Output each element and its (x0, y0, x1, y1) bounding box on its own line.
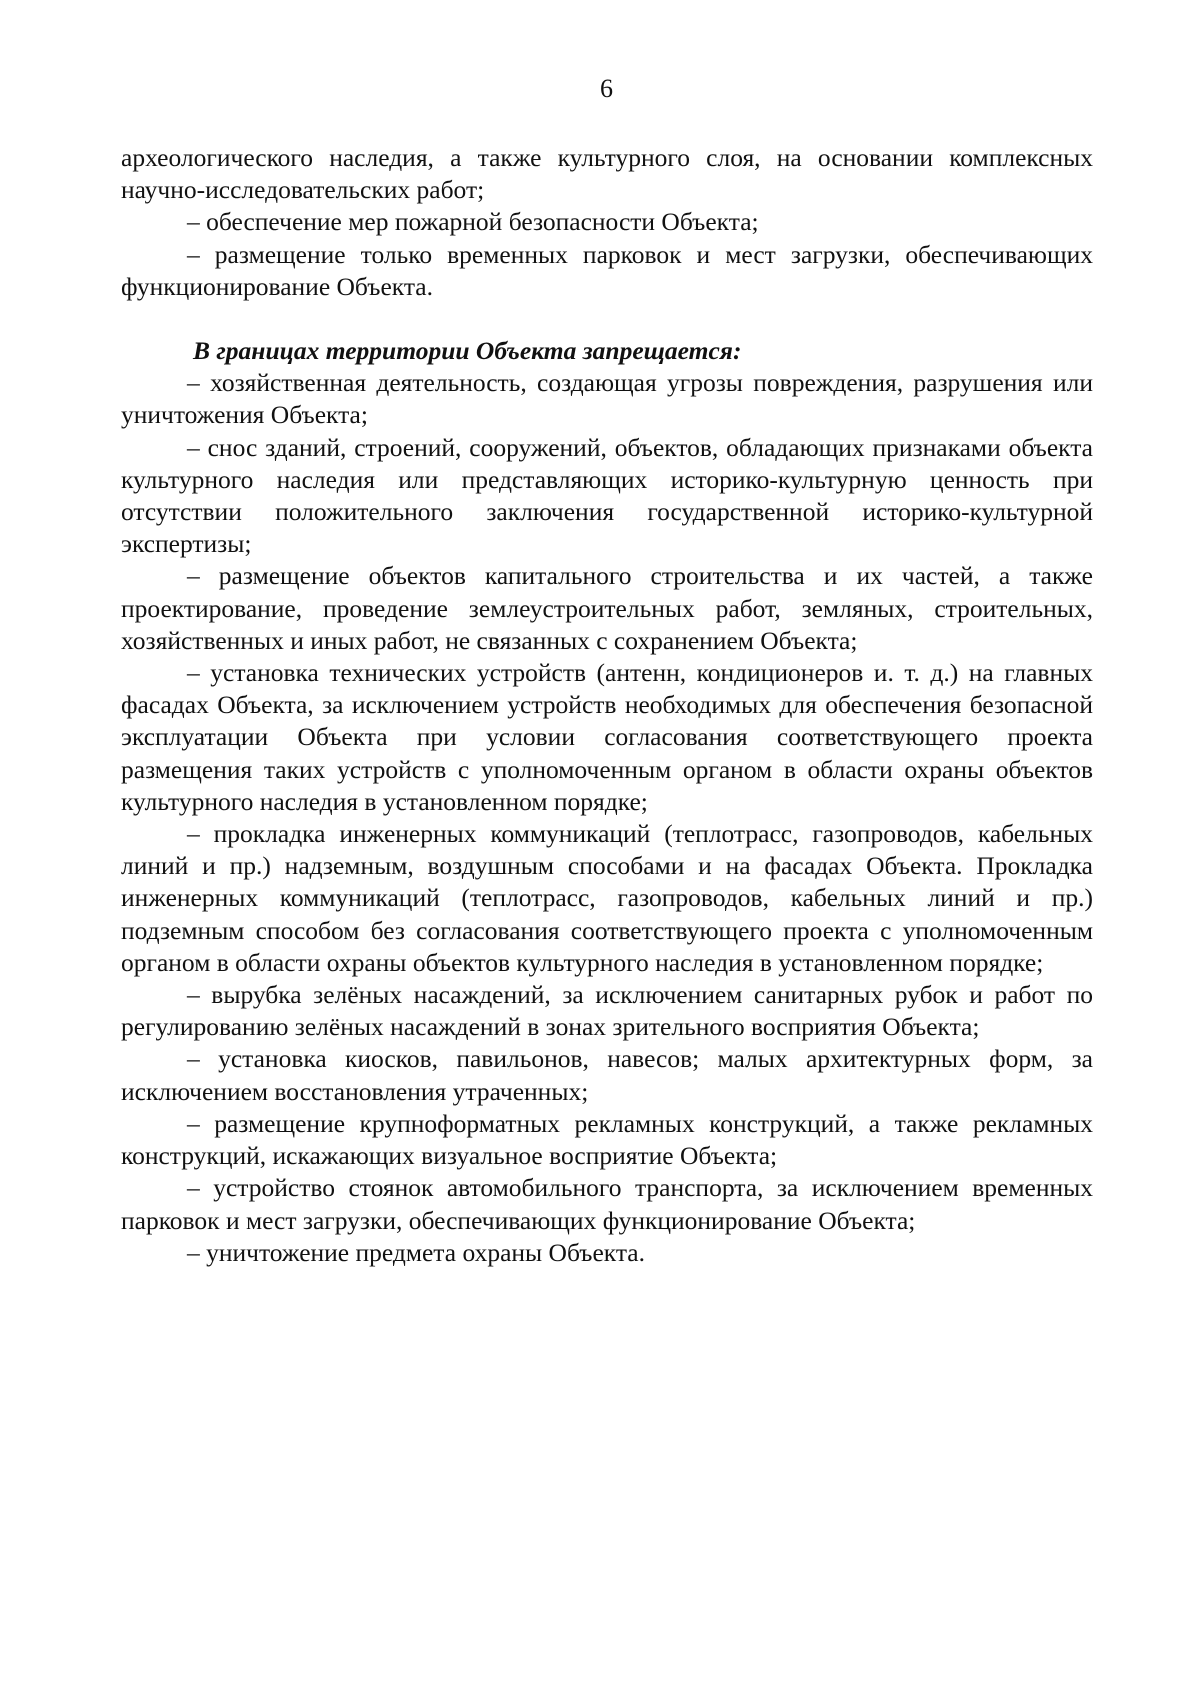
prohibited-item: – снос зданий, строений, сооружений, объектов, обладающих признаками объекта культурного наследия или представляющих историко-культурную ценность при отсутствии положительного заключения государственной историко-культурной экспертизы; (121, 432, 1093, 559)
paragraph-temporary-parking: – размещение только временных парковок и мест загрузки, обеспечивающих функционирование Объекта. (121, 239, 1093, 301)
prohibited-item: – хозяйственная деятельность, создающая угрозы повреждения, разрушения или уничтожения Объекта; (121, 368, 1093, 430)
section-heading: В границах территории Объекта запрещается: (193, 336, 742, 366)
prohibited-item: – размещение объектов капитального строительства и их частей, а также проектирование, проведение землеустроительных работ, земляных, строительных, хозяйственных и иных работ, не связанных с сохранением Объекта; (121, 561, 1093, 655)
prohibited-item: – прокладка инженерных коммуникаций (теплотрасс, газопроводов, кабельных линий и пр.) надземным, воздушным способами и на фасадах Объекта. Прокладка инженерных коммуникаций (теплотрасс, газопроводов, кабельных линий и пр.) подземным способом без согласования соответствующего проекта с уполномоченным органом в области охраны объектов культурного наследия в установленном порядке; (121, 819, 1093, 977)
page-number: 6 (600, 74, 613, 103)
prohibited-item: – вырубка зелёных насаждений, за исключением санитарных рубок и работ по регулированию зелёных насаждений в зонах зрительного восприятия Объекта; (121, 980, 1093, 1042)
document-body (121, 142, 1093, 1269)
paragraph-fire-safety: – обеспечение мер пожарной безопасности Объекта; (187, 207, 759, 237)
paragraph-continuation: археологического наследия, а также культурного слоя, на основании комплексных научно-исследовательских работ; (121, 143, 1093, 205)
prohibited-item: – установка киосков, павильонов, навесов; малых архитектурных форм, за исключением восстановления утраченных; (121, 1044, 1093, 1106)
prohibited-item: – устройство стоянок автомобильного транспорта, за исключением временных парковок и мест загрузки, обеспечивающих функционирование Объекта; (121, 1173, 1093, 1235)
prohibited-item: – размещение крупноформатных рекламных конструкций, а также рекламных конструкций, искажающих визуальное восприятие Объекта; (121, 1108, 1093, 1171)
prohibited-item: – установка технических устройств (антенн, кондиционеров и. т. д.) на главных фасадах Объекта, за исключением устройств необходимых для обеспечения безопасной эксплуатации Объекта при условии согласования соответствующего проекта размещения таких устройств с уполномоченным органом в области охраны объектов культурного наследия в установленном порядке; (121, 658, 1093, 816)
prohibited-item: – уничтожение предмета охраны Объекта. (187, 1237, 646, 1267)
